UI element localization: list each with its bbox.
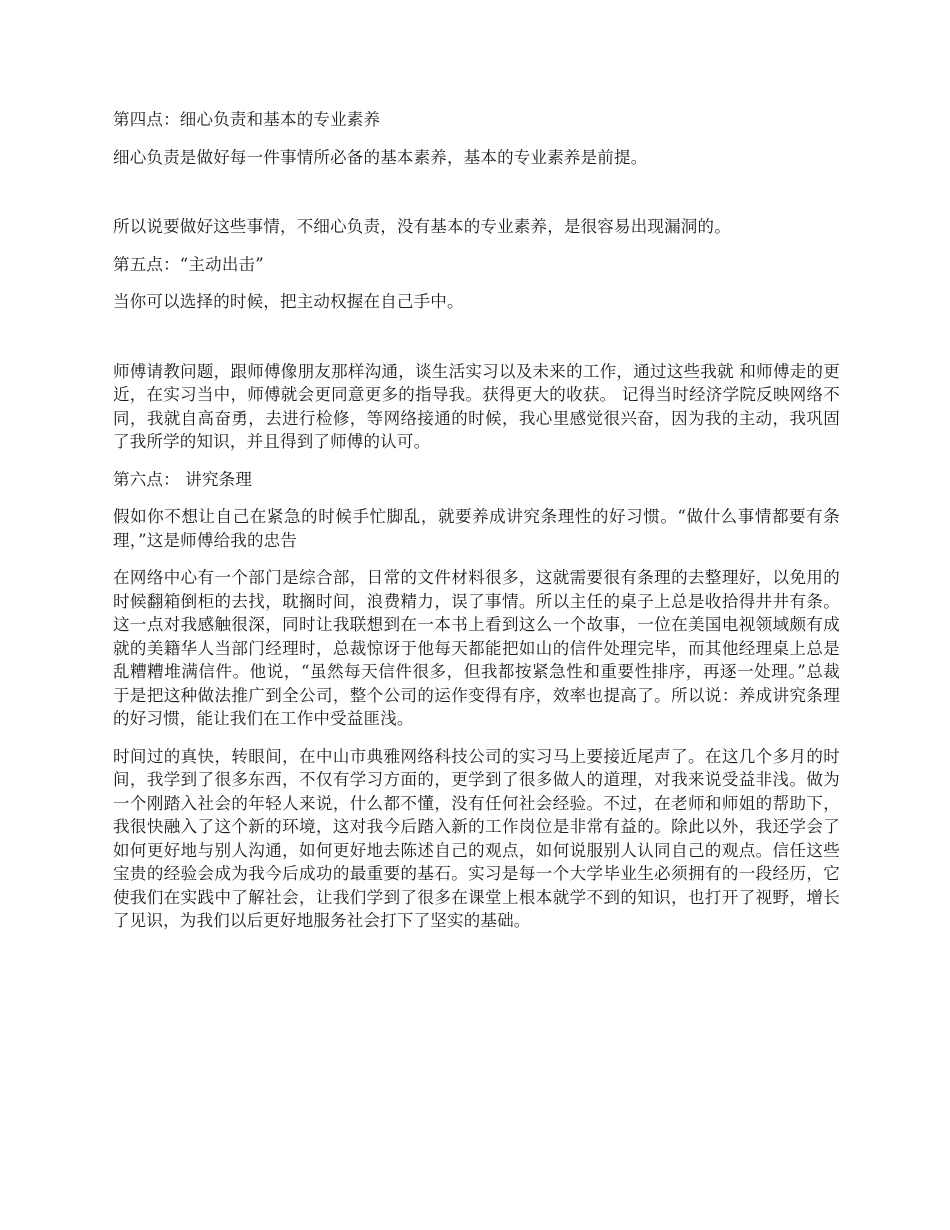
paragraph: 细心负责是做好每一件事情所必备的基本素养，基本的专业素养是前提。 [113, 147, 648, 167]
paragraph: 时间过的真快，转眼间，在中山市典雅网络科技公司的实习马上要接近尾声了。在这几个多月的时间，我学到了很多东西，不仅有学习方面的，更学到了很多做人的道理，对我来说受益非浅。做为一个刚踏入社会的年轻人来说，什么都不懂，没有任何社会经验。不过，在老师和师姐的帮助下，我很快融入了这个新的环境，这对我今后踏入新的工作岗位是非常有益的。除此以外，我还学会了如何更好地与别人沟通，如何更好地去陈述自己的观点，如何说服别人认同自己的观点。信任这些宝贵的经验会成为我今后成功的最重要的基石。实习是每一个大学毕业生必须拥有的一段经历，它使我们在实践中了解社会，让我们学到了很多在课堂上根本就学不到的知识，也打开了视野，增长了见识，为我们以后更好地服务社会打下了坚实的基础。 [113, 746, 840, 930]
document-page [113, 108, 840, 933]
paragraph: 当你可以选择的时候，把主动权握在自己手中。 [113, 292, 464, 311]
paragraph: 假如你不想让自己在紧急的时候手忙脚乱，就要养成讲究条理性的好习惯。“做什么事情都要有条理，”这是师傅给我的忠告 [113, 507, 840, 550]
section-heading-5: 第五点：“主动出击” [113, 254, 264, 274]
paragraph: 师傅请教问题，跟师傅像朋友那样沟通，谈生活实习以及未来的工作，通过这些我就 和师傅走的更近，在实习当中，师傅就会更同意更多的指导我。获得更大的收获。 记得当时经济学院反映网络不同，我就自高奋勇，去进行检修，等网络接通的时候，我心里感觉很兴奋，因为我的主动，我巩固了我所学的知识，并且得到了师傅的认可。 [113, 361, 840, 451]
section-heading-6: 第六点： 讲究条理 [113, 469, 253, 489]
section-heading-4: 第四点：细心负责和基本的专业素养 [113, 110, 381, 129]
paragraph: 在网络中心有一个部门是综合部，日常的文件材料很多，这就需要很有条理的去整理好，以免用的时候翻箱倒柜的去找，耽搁时间，浪费精力，误了事情。所以主任的桌子上总是收拾得井井有条。这一点对我感触很深，同时让我联想到在一本书上看到这么一个故事，一位在美国电视领域颇有成就的美籍华人当部门经理时，总裁惊讶于他每天都能把如山的信件处理完毕，而其他经理桌上总是乱糟糟堆满信件。他说，“虽然每天信件很多，但我都按紧急性和重要性排序，再逐一处理。”总裁于是把这种做法推广到全公司，整个公司的运作变得有序，效率也提高了。所以说：养成讲究条理的好习惯，能让我们在工作中受益匪浅。 [113, 568, 840, 728]
paragraph: 所以说要做好这些事情，不细心负责，没有基本的专业素养，是很容易出现漏洞的。 [113, 217, 731, 236]
